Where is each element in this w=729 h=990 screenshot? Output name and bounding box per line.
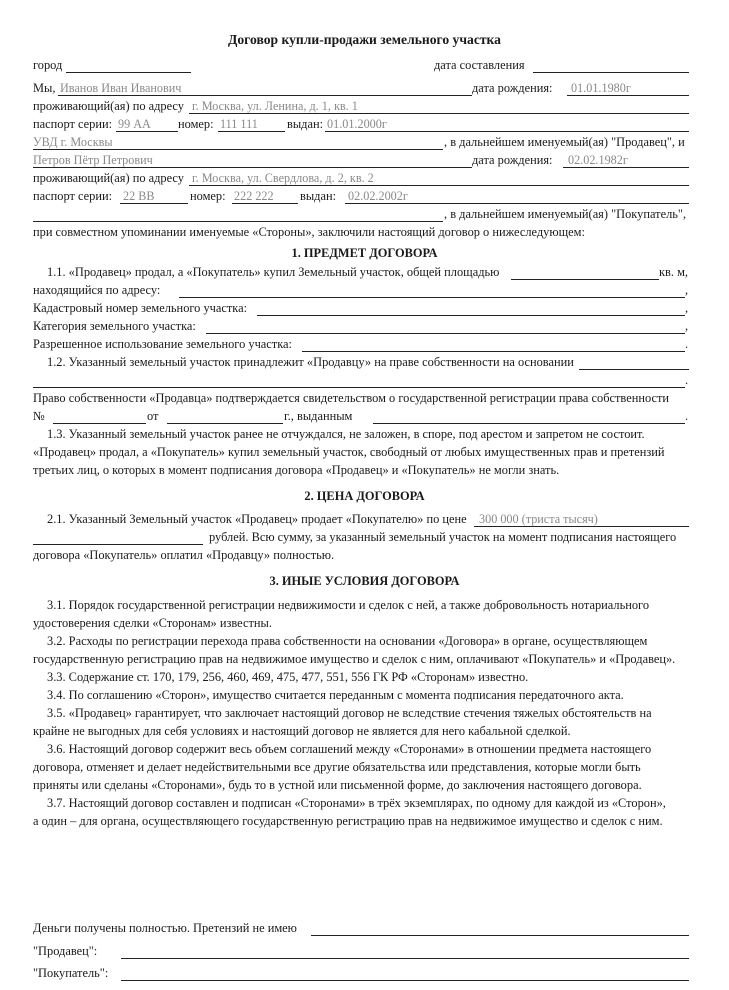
price-value: 300 000 (триста тысяч)	[479, 512, 598, 526]
plot-address-label: находящийся по адресу:	[33, 283, 161, 297]
seller-number-value: 111 111	[220, 117, 258, 131]
price-line	[33, 510, 689, 528]
city-date-line	[33, 56, 689, 74]
clause-3-7-line-1: 3.7. Настоящий договор составлен и подписан «Сторонами» в трёх экземплярах, по одному для каждой из «Сторон»,	[47, 796, 666, 810]
clause-2-1-text: 2.1. Указанный Земельный участок «Продавец» продает «Покупателю» по цене	[47, 512, 467, 526]
seller-signature-field[interactable]	[121, 958, 689, 959]
seller-number-label: номер:	[178, 117, 214, 131]
clause-1-3-line-1: 1.3. Указанный земельный участок ранее не отчуждался, не заложен, в споре, под арестом и запретом не состоит.	[47, 427, 645, 441]
buyer-residing-label: проживающий(ая) по адресу	[33, 171, 184, 185]
parties-text: при совместном упоминании именуемые «Стороны», заключили настоящий договор о нижеследующем:	[33, 225, 585, 239]
we-label: Мы,	[33, 81, 56, 95]
price-words-field[interactable]	[33, 544, 203, 545]
clause-2-1-end: договора «Покупатель» оплатил «Продавцу» полностью.	[33, 548, 335, 562]
clause-3-4: 3.4. По соглашению «Сторон», имущество считается переданным с момента подписания передаточного акта.	[47, 688, 624, 702]
sqm-label: кв. м,	[659, 265, 689, 279]
ownership-basis-cont-line	[33, 371, 689, 389]
category-line	[33, 317, 689, 335]
buyer-name-line	[33, 151, 689, 169]
buyer-passport-line	[33, 187, 689, 205]
buyer-number-value: 222 222	[234, 189, 274, 203]
clause-3-6-line-3: приняты или сделаны «Сторонами», будь то в устной или письменной форме, до заключения настоящего договора.	[33, 778, 642, 792]
clause-2-1-cont: рублей. Всю сумму, за указанный земельный участок на момент подписания настоящего	[209, 530, 677, 544]
clause-3-1-line-2: удостоверения сделки «Сторонам» известны.	[33, 616, 272, 630]
section-1-heading: 1. ПРЕДМЕТ ДОГОВОРА	[291, 246, 438, 260]
money-received-line	[33, 919, 689, 937]
usage-field[interactable]	[302, 351, 685, 352]
document-title: Договор купли-продажи земельного участка	[228, 32, 501, 47]
certificate-issued-label: г., выданным	[284, 409, 353, 423]
buyer-address-line	[33, 169, 689, 187]
category-comma: ,	[685, 319, 689, 333]
seller-residing-label: проживающий(ая) по адресу	[33, 99, 184, 113]
certificate-issuer-field[interactable]	[373, 423, 685, 424]
seller-name-value: Иванов Иван Иванович	[60, 81, 182, 95]
clause-3-7-line-2: а один – для органа, осуществляющего государственную регистрацию прав на недвижимое имущество и сделок с ним.	[33, 814, 663, 828]
seller-series-value: 99 АА	[118, 117, 151, 131]
city-label: город	[33, 58, 63, 72]
seller-issued-date-value: 01.01.2000г	[327, 117, 387, 131]
usage-line	[33, 335, 689, 353]
buyer-birth-value: 02.02.1982г	[568, 153, 628, 167]
money-received-signature-field[interactable]	[311, 935, 689, 936]
certificate-date-field[interactable]	[167, 423, 283, 424]
date-field[interactable]	[533, 72, 689, 73]
city-field[interactable]	[66, 72, 191, 73]
category-field[interactable]	[206, 333, 685, 334]
seller-role-text: , в дальнейшем именуемый(ая) "Продавец", и	[444, 135, 685, 149]
plot-address-comma: ,	[685, 283, 689, 297]
clause-1-3-line-2: «Продавец» продал, а «Покупатель» купил земельный участок, свободный от любых имущественных прав и претензий	[33, 445, 665, 459]
buyer-signature-label: "Покупатель":	[33, 966, 109, 980]
clause-3-3: 3.3. Содержание ст. 170, 179, 256, 460, 469, 475, 477, 551, 556 ГК РФ «Сторонам» известно.	[47, 670, 529, 684]
buyer-role-text: , в дальнейшем именуемый(ая) "Покупатель",	[444, 207, 687, 221]
buyer-issued-date-value: 02.02.2002г	[348, 189, 408, 203]
category-label: Категория земельного участка:	[33, 319, 196, 333]
clause-1-1-text: 1.1. «Продавец» продал, а «Покупатель» купил Земельный участок, общей площадью	[47, 265, 500, 279]
usage-label: Разрешенное использование земельного участка:	[33, 337, 292, 351]
buyer-issued-by-field[interactable]	[33, 221, 443, 222]
ownership-basis-cont-field[interactable]	[33, 387, 685, 388]
buyer-birth-label: дата рождения:	[472, 153, 553, 167]
area-line	[33, 263, 689, 281]
certificate-line	[33, 407, 689, 425]
seller-signature-label: "Продавец":	[33, 944, 98, 958]
clause-3-2-line-2: государственную регистрацию прав на недвижимое имущество и сделок с ним, оплачивают «Покупатель» и «Продавец».	[33, 652, 676, 666]
buyer-issued-label: выдан:	[300, 189, 337, 203]
section-2-heading: 2. ЦЕНА ДОГОВОРА	[304, 489, 425, 503]
buyer-signature-field[interactable]	[121, 980, 689, 981]
certificate-no-field[interactable]	[53, 423, 146, 424]
clause-3-5-line-1: 3.5. «Продавец» гарантирует, что заключает настоящий договор не вследствие стечения тяжелых обстоятельств на	[47, 706, 652, 720]
seller-signature-line	[33, 942, 689, 960]
seller-issued-by-line	[33, 133, 689, 151]
buyer-issued-by-line	[33, 205, 689, 223]
buyer-name-value: Петров Пётр Петрович	[33, 153, 153, 167]
seller-birth-value: 01.01.1980г	[571, 81, 631, 95]
section-3-heading: 3. ИНЫЕ УСЛОВИЯ ДОГОВОРА	[269, 574, 460, 588]
cadastral-comma: ,	[685, 301, 689, 315]
seller-issued-by-value: УВД г. Москвы	[33, 135, 113, 149]
ownership-certificate-text: Право собственности «Продавца» подтверждается свидетельством о государственной регистрации права собственности	[33, 391, 670, 405]
ownership-basis-line	[33, 353, 689, 371]
seller-birth-label: дата рождения:	[472, 81, 553, 95]
cadastral-field[interactable]	[257, 315, 685, 316]
certificate-no-label: №	[33, 409, 45, 423]
buyer-number-label: номер:	[190, 189, 226, 203]
clause-1-2-text: 1.2. Указанный земельный участок принадлежит «Продавцу» на праве собственности на основании	[47, 355, 574, 369]
area-field[interactable]	[511, 279, 659, 280]
clause-1-3-line-3: третьих лиц, о которых в момент подписания договора «Продавец» и «Покупатель» не могли знать.	[33, 463, 560, 477]
price-cont-line	[33, 528, 689, 546]
buyer-passport-label: паспорт серии:	[33, 189, 113, 203]
clause-3-5-line-2: крайне не выгодных для себя условиях и настоящий договор не является для него кабальной сделкой.	[33, 724, 571, 738]
clause-3-6-line-1: 3.6. Настоящий договор содержит весь объем соглашений между «Сторонами» в отношении предмета настоящего	[47, 742, 652, 756]
seller-issued-label: выдан:	[287, 117, 324, 131]
plot-address-field[interactable]	[179, 297, 685, 298]
cadastral-line	[33, 299, 689, 317]
clause-3-1-line-1: 3.1. Порядок государственной регистрации недвижимости и сделок с ней, а также добровольность нотариального	[47, 598, 650, 612]
certificate-dot: .	[685, 409, 689, 423]
seller-passport-label: паспорт серии:	[33, 117, 113, 131]
buyer-signature-line	[33, 964, 689, 982]
usage-dot: .	[685, 337, 689, 351]
seller-name-line	[33, 79, 689, 97]
seller-address-value: г. Москва, ул. Ленина, д. 1, кв. 1	[192, 99, 358, 113]
ownership-basis-dot: .	[685, 373, 689, 387]
ownership-basis-field[interactable]	[579, 369, 689, 370]
plot-address-line	[33, 281, 689, 299]
seller-passport-line	[33, 115, 689, 133]
clause-3-2-line-1: 3.2. Расходы по регистрации перехода права собственности на основании «Договора» в органе, осуществляющем	[47, 634, 648, 648]
seller-address-line	[33, 97, 689, 115]
buyer-series-value: 22 ВВ	[123, 189, 155, 203]
cadastral-label: Кадастровый номер земельного участка:	[33, 301, 248, 315]
date-label: дата составления	[434, 58, 525, 72]
money-received-text: Деньги получены полностью. Претензий не имею	[33, 921, 297, 935]
clause-3-6-line-2: договора, отменяет и делает недействительными все другие обязательства или представления, которые могли быть	[33, 760, 641, 774]
certificate-from-label: от	[147, 409, 159, 423]
buyer-address-value: г. Москва, ул. Свердлова, д. 2, кв. 2	[192, 171, 374, 185]
